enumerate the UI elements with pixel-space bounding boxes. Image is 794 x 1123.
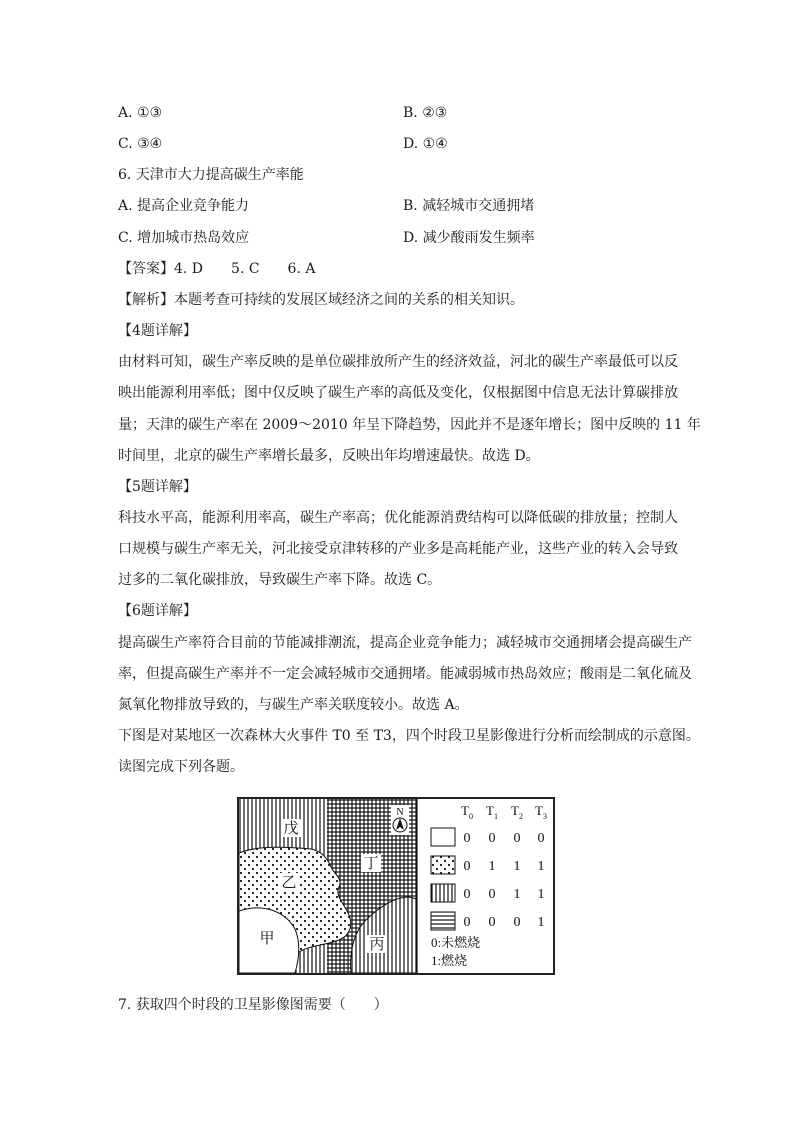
legend-sub-2: 2 bbox=[519, 812, 523, 821]
q5-detail-line: 口规模与碳生产率无关，河北接受京津转移的产业多是高耗能产业，这些产业的转入会导致 bbox=[118, 541, 678, 557]
legend-swatch-blank bbox=[431, 828, 455, 846]
legend-value: 1 bbox=[513, 859, 521, 874]
legend-value: 0 bbox=[513, 831, 521, 846]
legend-value: 1 bbox=[537, 887, 545, 902]
q6-detail-line: 提高碳生产率符合目前的节能减排潮流，提高企业竞争能力；减轻城市交通拥堵会提高碳生产 bbox=[118, 635, 692, 651]
q6-stem: 6. 天津市大力提高碳生产率能 bbox=[118, 167, 304, 183]
q4-detail-line: 时间里，北京的碳生产率增长最多，反映出年均增速最快。故选 D。 bbox=[118, 448, 540, 464]
legend-value: 0 bbox=[488, 915, 496, 930]
legend-sub-0: 0 bbox=[469, 812, 473, 821]
legend-swatch-vertical bbox=[431, 884, 455, 902]
q4-detail-line: 量；天津的碳生产率在 2009～2010 年呈下降趋势，因此并不是逐年增长；图中反映的 11 年 bbox=[118, 417, 701, 433]
q7-stem: 7. 获取四个时段的卫星影像图需要（ ） bbox=[118, 997, 388, 1013]
q4-detail-line: 映出能源利用率低；图中仅反映了碳生产率的高低及变化，仅根据图中信息无法计算碳排放 bbox=[118, 385, 678, 401]
q6-option-b: B. 减轻城市交通拥堵 bbox=[403, 198, 535, 214]
q6-option-c: C. 增加城市热岛效应 bbox=[118, 230, 250, 246]
label-jia: 甲 bbox=[259, 931, 275, 947]
legend-swatch-dots bbox=[431, 856, 455, 874]
legend-header-t1: T bbox=[486, 803, 494, 818]
option-c: C. ③④ bbox=[118, 136, 163, 152]
label-ding: 丁 bbox=[363, 856, 379, 872]
q4-detail-line: 由材料可知，碳生产率反映的是单位碳排放所产生的经济效益，河北的碳生产率最低可以反 bbox=[118, 354, 678, 370]
option-d: D. ①④ bbox=[403, 136, 448, 152]
legend-header-t0: T bbox=[461, 803, 469, 818]
legend-value: 1 bbox=[513, 887, 521, 902]
label-yi: 乙 bbox=[281, 875, 297, 891]
legend-value: 0 bbox=[463, 859, 471, 874]
intro-line: 读图完成下列各题。 bbox=[118, 759, 244, 775]
q4-detail-title: 【4题详解】 bbox=[118, 323, 197, 339]
north-label: N bbox=[396, 807, 404, 818]
q6-option-d: D. 减少酸雨发生频率 bbox=[403, 230, 535, 246]
legend-header-t2: T bbox=[511, 803, 519, 818]
legend-value: 0 bbox=[513, 915, 521, 930]
option-b: B. ②③ bbox=[403, 105, 448, 121]
q5-detail-line: 过多的二氧化碳排放，导致碳生产率下降。故选 C。 bbox=[118, 572, 442, 588]
legend-header-t3: T bbox=[535, 803, 543, 818]
answer-line: 【答案】4. D 5. C 6. A bbox=[118, 261, 316, 277]
legend-swatch-horizontal bbox=[431, 912, 455, 930]
forest-fire-diagram bbox=[237, 797, 555, 975]
q6-detail-line: 率，但提高碳生产率并不一定会减轻城市交通拥堵。能减弱城市热岛效应；酸雨是二氧化硫及 bbox=[118, 666, 692, 682]
q6-detail-title: 【6题详解】 bbox=[118, 603, 197, 619]
diagram-svg bbox=[239, 799, 553, 973]
label-wu: 戊 bbox=[283, 821, 299, 837]
analysis-line: 【解析】本题考查可持续的发展区域经济之间的关系的相关知识。 bbox=[118, 292, 524, 308]
legend-sub-1: 1 bbox=[494, 812, 498, 821]
legend-value: 0 bbox=[537, 831, 545, 846]
intro-line: 下图是对某地区一次森林大火事件 T0 至 T3，四个时段卫星影像进行分析而绘制成的示意图。 bbox=[118, 728, 700, 744]
option-a: A. ①③ bbox=[118, 105, 163, 121]
legend-value: 1 bbox=[537, 859, 545, 874]
legend-value: 1 bbox=[488, 859, 496, 874]
legend-value: 0 bbox=[463, 915, 471, 930]
legend-value: 0 bbox=[463, 831, 471, 846]
legend-value: 0 bbox=[488, 831, 496, 846]
legend-note-burned: 1:燃烧 bbox=[431, 953, 468, 968]
legend-sub-3: 3 bbox=[543, 812, 547, 821]
q6-option-a: A. 提高企业竞争能力 bbox=[118, 198, 250, 214]
label-bing: 丙 bbox=[369, 937, 385, 953]
legend-note-unburned: 0:未燃烧 bbox=[431, 935, 481, 950]
q6-detail-line: 氮氧化物排放导致的，与碳生产率关联度较小。故选 A。 bbox=[118, 697, 469, 713]
legend-value: 0 bbox=[463, 887, 471, 902]
q5-detail-line: 科技水平高，能源利用率高，碳生产率高；优化能源消费结构可以降低碳的排放量；控制人 bbox=[118, 510, 678, 526]
legend-value: 0 bbox=[488, 887, 496, 902]
q5-detail-title: 【5题详解】 bbox=[118, 479, 197, 495]
legend-value: 1 bbox=[537, 915, 545, 930]
